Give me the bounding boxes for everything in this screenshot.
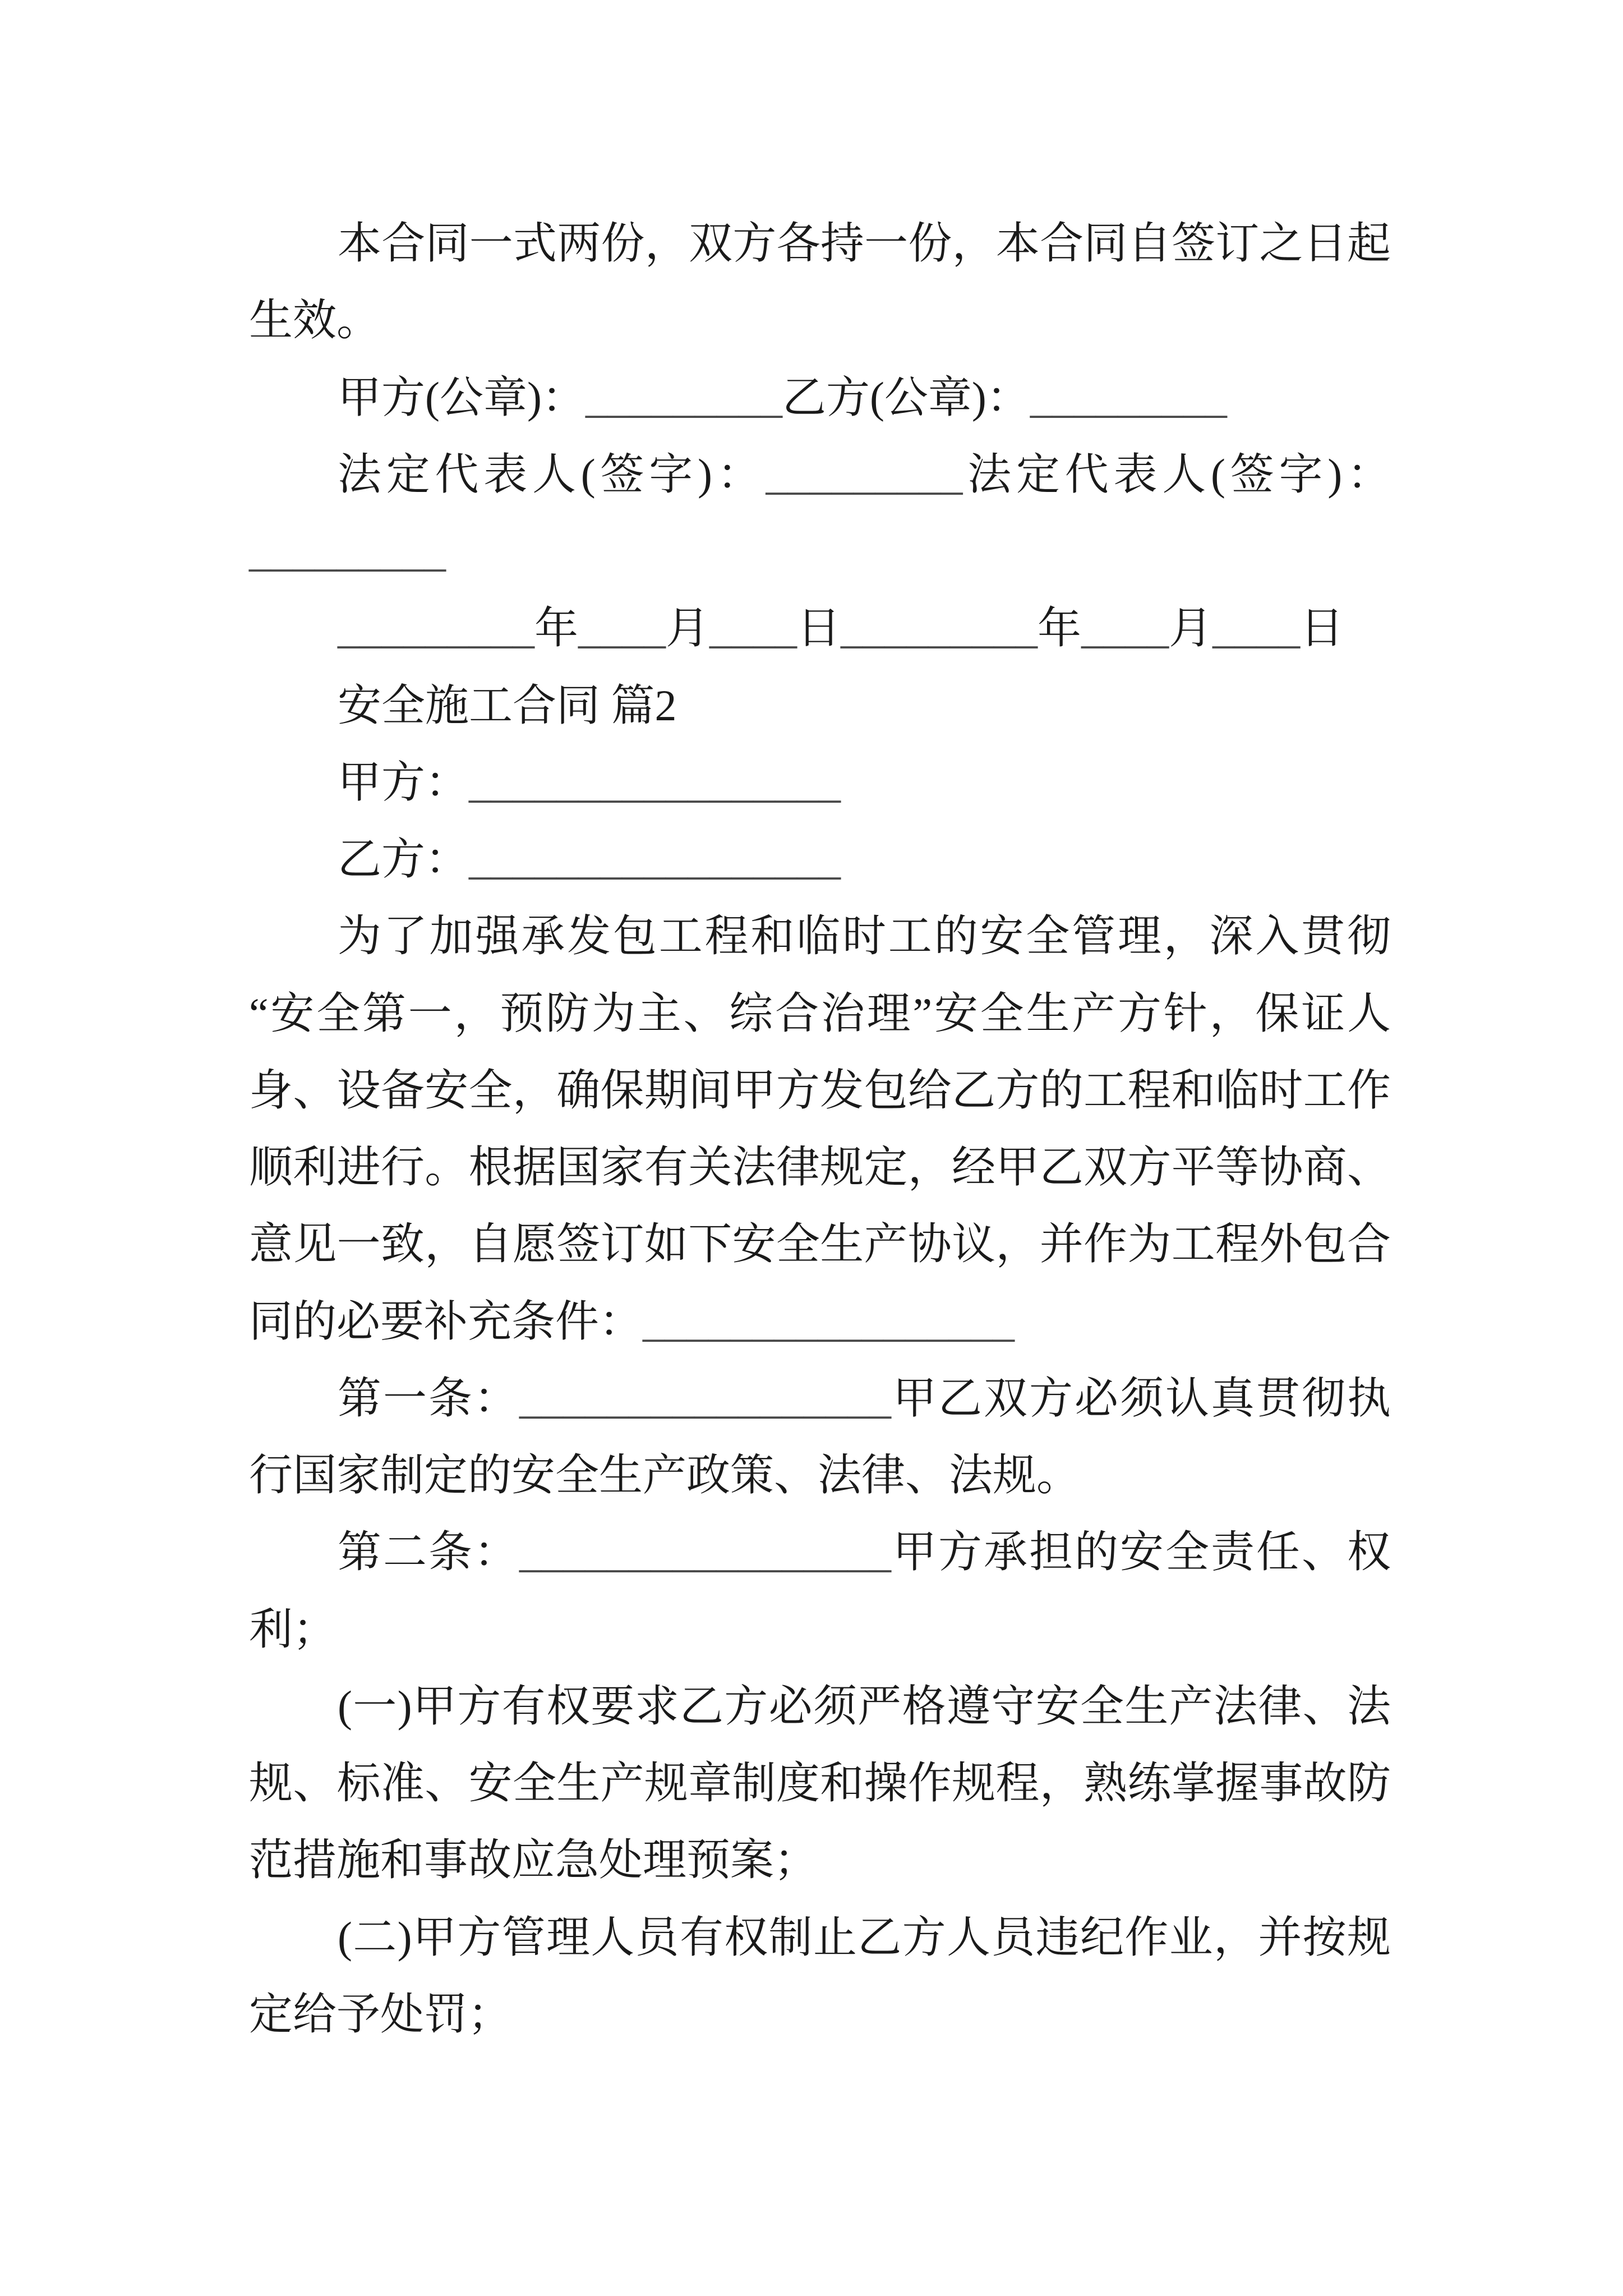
line-text: 范措施和事故应急处理预案； xyxy=(249,1835,818,1885)
text-line xyxy=(249,744,1391,821)
party-a-month-blank: ____ xyxy=(578,604,666,653)
party-a-label: 甲方： xyxy=(338,757,469,807)
text-line xyxy=(249,898,1391,974)
party-a-representative-label: 法定代表人(签字)： xyxy=(338,449,766,499)
line-text: (二)甲方管理人员有权制止乙方人员违纪作业，并按规 xyxy=(338,1912,1391,1962)
party-a-line xyxy=(249,744,1391,821)
legal-representative-line xyxy=(249,436,1391,590)
party-b-representative-blank: _________ xyxy=(249,527,446,576)
line-text: 生效。 xyxy=(249,296,381,345)
line-text: “安全第一，预防为主、综合治理”安全生产方针，保证人 xyxy=(249,988,1391,1038)
text-line xyxy=(249,1821,1391,1898)
text-line xyxy=(249,1745,1391,1821)
line-text: 身、设备安全，确保期间甲方发包给乙方的工程和临时工作 xyxy=(249,1065,1391,1115)
day-label: 日 xyxy=(797,604,841,653)
text-line xyxy=(249,1052,1391,1129)
text-line xyxy=(249,1360,1391,1437)
text-line xyxy=(249,667,1391,744)
text-line xyxy=(249,1591,1391,1668)
article-2-item-2 xyxy=(249,1899,1391,2053)
text-line xyxy=(249,359,1391,436)
party-b-seal-blank: _________ xyxy=(1030,372,1227,422)
line-text: 意见一致，自愿签订如下安全生产协议，并作为工程外包合 xyxy=(249,1220,1391,1269)
article-label: 第二条： xyxy=(338,1527,519,1577)
party-a-year-blank: _________ xyxy=(338,604,534,653)
day-label: 日 xyxy=(1300,604,1344,653)
text-line xyxy=(249,1899,1391,1976)
party-b-name-blank: _________________ xyxy=(469,835,841,884)
article-2 xyxy=(249,1513,1391,1668)
line-text: 甲方承担的安全责任、权 xyxy=(891,1527,1391,1577)
fill-in-blank: _________________ xyxy=(519,1373,891,1423)
text-line xyxy=(249,1283,1391,1360)
line-text: 行国家制定的安全生产政策、法律、法规。 xyxy=(249,1451,1081,1499)
party-a-seal-blank: _________ xyxy=(585,372,782,422)
line-text: 为了加强承发包工程和临时工的安全管理，深入贯彻 xyxy=(338,912,1391,961)
line-text: 顺利进行。根据国家有关法律规定，经甲乙双方平等协商、 xyxy=(249,1143,1391,1191)
fill-in-blank: _________________ xyxy=(643,1296,1015,1346)
validity-clause xyxy=(249,205,1391,359)
party-b-label: 乙方： xyxy=(338,835,469,884)
line-text: 甲乙双方必须认真贯彻执 xyxy=(891,1373,1391,1423)
fill-in-blank: _________________ xyxy=(519,1527,891,1577)
line-text: (一)甲方有权要求乙方必须严格遵守安全生产法律、法 xyxy=(338,1681,1391,1731)
text-line xyxy=(249,513,1391,590)
company-seal-line xyxy=(249,359,1391,436)
text-line xyxy=(249,590,1391,666)
party-a-seal-label: 甲方(公章)： xyxy=(338,372,585,422)
text-line xyxy=(249,1976,1391,2053)
party-b-representative-label: 法定代表人(签字)： xyxy=(962,449,1391,499)
year-label: 年 xyxy=(1038,604,1082,653)
party-a-day-blank: ____ xyxy=(709,604,797,653)
article-label: 第一条： xyxy=(338,1373,519,1423)
party-a-name-blank: _________________ xyxy=(469,757,841,807)
text-line xyxy=(249,282,1391,358)
text-line xyxy=(249,205,1391,282)
article-1 xyxy=(249,1360,1391,1514)
month-label: 月 xyxy=(1169,604,1213,653)
text-line xyxy=(249,1668,1391,1745)
article-2-item-1 xyxy=(249,1668,1391,1899)
text-line xyxy=(249,821,1391,898)
party-b-year-blank: _________ xyxy=(841,604,1038,653)
text-line xyxy=(249,1205,1391,1282)
text-line xyxy=(249,1437,1391,1513)
section-title xyxy=(249,667,1391,744)
party-b-line xyxy=(249,821,1391,898)
month-label: 月 xyxy=(666,604,710,653)
text-line xyxy=(249,1129,1391,1205)
text-line xyxy=(249,1513,1391,1590)
signing-date-line xyxy=(249,590,1391,666)
line-text: 利； xyxy=(249,1604,337,1654)
document-page xyxy=(249,205,1391,2053)
section-title-text: 安全施工合同 篇2 xyxy=(338,680,677,730)
line-text: 定给予处罚； xyxy=(249,1989,512,2039)
line-text: 本合同一式两份，双方各持一份，本合同自签订之日起 xyxy=(338,219,1391,268)
line-text: 同的必要补充条件： xyxy=(249,1296,643,1346)
party-b-month-blank: ____ xyxy=(1081,604,1169,653)
year-label: 年 xyxy=(534,604,579,653)
text-line xyxy=(249,975,1391,1052)
party-a-representative-blank: _________ xyxy=(766,449,963,499)
party-b-seal-label: 乙方(公章)： xyxy=(782,372,1030,422)
preamble-paragraph xyxy=(249,898,1391,1360)
party-b-day-blank: ____ xyxy=(1212,604,1301,653)
text-line xyxy=(249,436,1391,513)
line-text: 规、标准、安全生产规章制度和操作规程，熟练掌握事故防 xyxy=(249,1759,1391,1807)
